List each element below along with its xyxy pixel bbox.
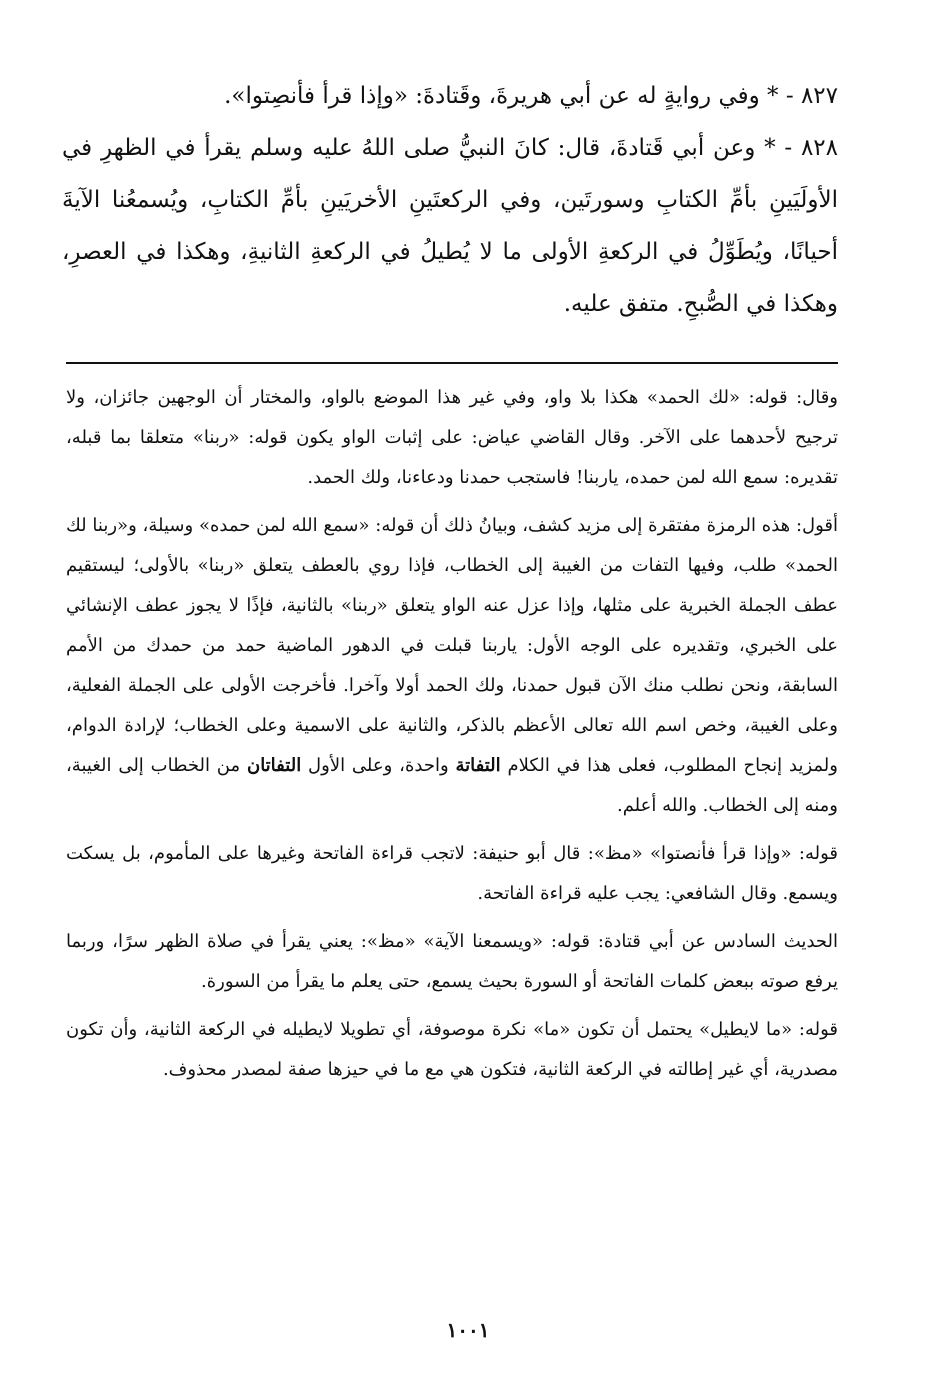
commentary-text: واحدة، وعلى الأول [308,755,449,776]
bold-term: التفاتة [455,755,501,776]
hadith-text [62,70,838,330]
commentary-text: أقول: هذه الرمزة مفتقرة إلى مزيد كشف، وبيانُ ذلك أن قوله: «سمع الله لمن حمده» وسيلة، و«ربنا لك الحمد» طلب، وفيها التفات من الغيبة إلى الخطاب، فإذا روي بالعطف يتعلق «ربنا» بالأولى؛ ليستقيم عطف الجملة الخبرية على مثلها، وإذا عزل عنه الواو يتعلق «ربنا» بالثانية، فإذًا لا يجوز عطف الإنشائي على الخبري، وتقديره على الوجه الأول: ياربنا قبلت في الدهور الماضية حمد من حمدك من الأمم السابقة، ونحن نطلب منك الآن قبول حمدنا، ولك الحمد أولا وآخرا. فأخرجت الأولى على الجملة الفعلية، وعلى الغيبة، وخص اسم الله تعالى الأعظم بالذكر، والثانية على الاسمية وعلى الخطاب؛ لإرادة الدوام، ولمزيد إنجاح المطلوب، فعلى هذا في الكلام [66,515,838,776]
commentary-paragraph: قوله: «وإذا قرأ فأنصتوا» «مظ»: قال أبو حنيفة: لاتجب قراءة الفاتحة وغيرها على المأموم، بل يسكت ويسمع. وقال الشافعي: يجب عليه قراءة الفاتحة. [66,843,838,904]
hadith-827: ٨٢٧ - * وفي روايةٍ له عن أبي هريرةَ، وقَتادةَ: «وإذا قرأ فأنصِتوا». [224,83,838,109]
page-number: ١٠٠١ [446,1318,490,1342]
commentary-paragraph: قوله: «ما لايطيل» يحتمل أن تكون «ما» نكرة موصوفة، أي تطويلا لايطيله في الركعة الثانية، وأن تكون مصدرية، أي غير إطالته في الركعة الثانية، فتكون هي مع ما في حيزها صفة لمصدر محذوف. [66,1019,838,1080]
commentary-paragraph: الحديث السادس عن أبي قتادة: قوله: «ويسمعنا الآية» «مظ»: يعني يقرأ في صلاة الظهر سرًا، وربما يرفع صوته ببعض كلمات الفاتحة أو السورة بحيث يسمع، حتى يعلم ما يقرأ من السورة. [66,931,838,992]
footnote-divider [66,362,838,364]
commentary-notes [66,378,838,1098]
commentary-text: من الخطاب إلى الغيبة، ومنه إلى الخطاب. والله أعلم. [66,755,838,816]
commentary-paragraph [66,506,838,826]
hadith-828: ٨٢٨ - * وعن أبي قَتادةَ، قال: كانَ النبيُّ صلى اللهُ عليه وسلم يقرأ في الظهرِ في الأولَيَينِ بأمِّ الكتابِ وسورتَين، وفي الركعتَينِ الأخريَينِ بأمِّ الكتابِ، ويُسمعُنا الآيةَ أحيانًا، ويُطَوِّلُ في الركعةِ الأولى ما لا يُطيلُ في الركعةِ الثانيةِ، وهكذا في العصرِ، وهكذا في الصُّبحِ. متفق عليه. [62,135,838,317]
bold-term: التفاتان [246,755,302,776]
commentary-paragraph: وقال: قوله: «لك الحمد» هكذا بلا واو، وفي غير هذا الموضع بالواو، والمختار أن الوجهين جائزان، ولا ترجيح لأحدهما على الآخر. وقال القاضي عياض: على إثبات الواو يكون قوله: «ربنا» متعلقا بما قبله، تقديره: سمع الله لمن حمده، ياربنا! فاستجب حمدنا ودعاءنا، ولك الحمد. [66,387,838,488]
